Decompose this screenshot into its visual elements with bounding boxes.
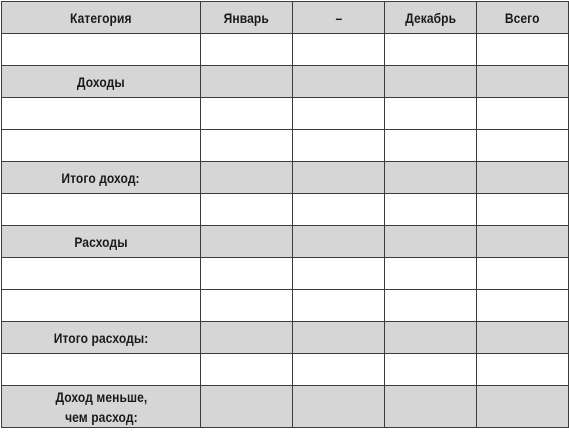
value-cell	[293, 226, 385, 258]
value-cell	[201, 258, 293, 290]
category-cell	[2, 66, 201, 98]
value-cell	[385, 162, 477, 194]
value-cell	[201, 162, 293, 194]
value-cell	[385, 322, 477, 354]
row-income-section	[2, 66, 569, 98]
value-cell	[477, 194, 569, 226]
category-cell	[2, 34, 201, 66]
value-cell	[201, 226, 293, 258]
value-cell	[293, 162, 385, 194]
value-cell	[385, 194, 477, 226]
row-expenses-total	[2, 322, 569, 354]
value-cell	[385, 290, 477, 322]
budget-table	[1, 1, 569, 428]
value-cell	[201, 98, 293, 130]
value-cell	[293, 194, 385, 226]
row-blank-entry	[2, 258, 569, 290]
value-cell	[385, 258, 477, 290]
value-cell	[385, 66, 477, 98]
category-cell	[2, 226, 201, 258]
value-cell	[293, 354, 385, 386]
row-deficit	[2, 386, 569, 428]
category-cell	[2, 194, 201, 226]
header-january: Январь	[201, 2, 293, 34]
value-cell	[201, 194, 293, 226]
row-income-total	[2, 162, 569, 194]
value-cell	[201, 386, 293, 428]
value-cell	[293, 34, 385, 66]
header-row	[2, 2, 569, 34]
value-cell	[477, 162, 569, 194]
header-category: Категория	[2, 2, 201, 34]
category-cell	[2, 290, 201, 322]
category-label: Доходы	[77, 73, 125, 90]
row-blank-entry	[2, 354, 569, 386]
value-cell	[477, 386, 569, 428]
value-cell	[477, 226, 569, 258]
row-blank-entry	[2, 34, 569, 66]
value-cell	[385, 386, 477, 428]
category-label: Итого доход:	[61, 169, 141, 186]
value-cell	[293, 386, 385, 428]
value-cell	[477, 354, 569, 386]
value-cell	[477, 258, 569, 290]
value-cell	[477, 98, 569, 130]
value-cell	[201, 34, 293, 66]
value-cell	[477, 66, 569, 98]
value-cell	[477, 34, 569, 66]
category-cell	[2, 386, 201, 428]
header-total: Всего	[477, 2, 569, 34]
value-cell	[477, 322, 569, 354]
value-cell	[293, 66, 385, 98]
value-cell	[201, 354, 293, 386]
value-cell	[293, 322, 385, 354]
value-cell	[385, 354, 477, 386]
value-cell	[201, 290, 293, 322]
category-label: Доход меньше, чем расход:	[55, 388, 147, 425]
value-cell	[293, 98, 385, 130]
budget-body	[2, 34, 569, 428]
category-cell	[2, 354, 201, 386]
value-cell	[385, 98, 477, 130]
header-ellipsis-dash: –	[293, 2, 385, 34]
value-cell	[201, 322, 293, 354]
category-cell	[2, 258, 201, 290]
category-cell	[2, 322, 201, 354]
value-cell	[385, 130, 477, 162]
value-cell	[385, 34, 477, 66]
value-cell	[293, 290, 385, 322]
category-cell	[2, 162, 201, 194]
value-cell	[385, 226, 477, 258]
category-label: Расходы	[74, 233, 128, 250]
category-cell	[2, 98, 201, 130]
value-cell	[201, 130, 293, 162]
value-cell	[201, 66, 293, 98]
value-cell	[293, 258, 385, 290]
category-cell	[2, 130, 201, 162]
row-expenses-section	[2, 226, 569, 258]
value-cell	[477, 130, 569, 162]
category-label: Итого расходы:	[53, 329, 149, 346]
row-blank-entry	[2, 194, 569, 226]
value-cell	[477, 290, 569, 322]
row-blank-entry	[2, 130, 569, 162]
value-cell	[293, 130, 385, 162]
row-blank-entry	[2, 98, 569, 130]
row-blank-entry	[2, 290, 569, 322]
header-december: Декабрь	[385, 2, 477, 34]
